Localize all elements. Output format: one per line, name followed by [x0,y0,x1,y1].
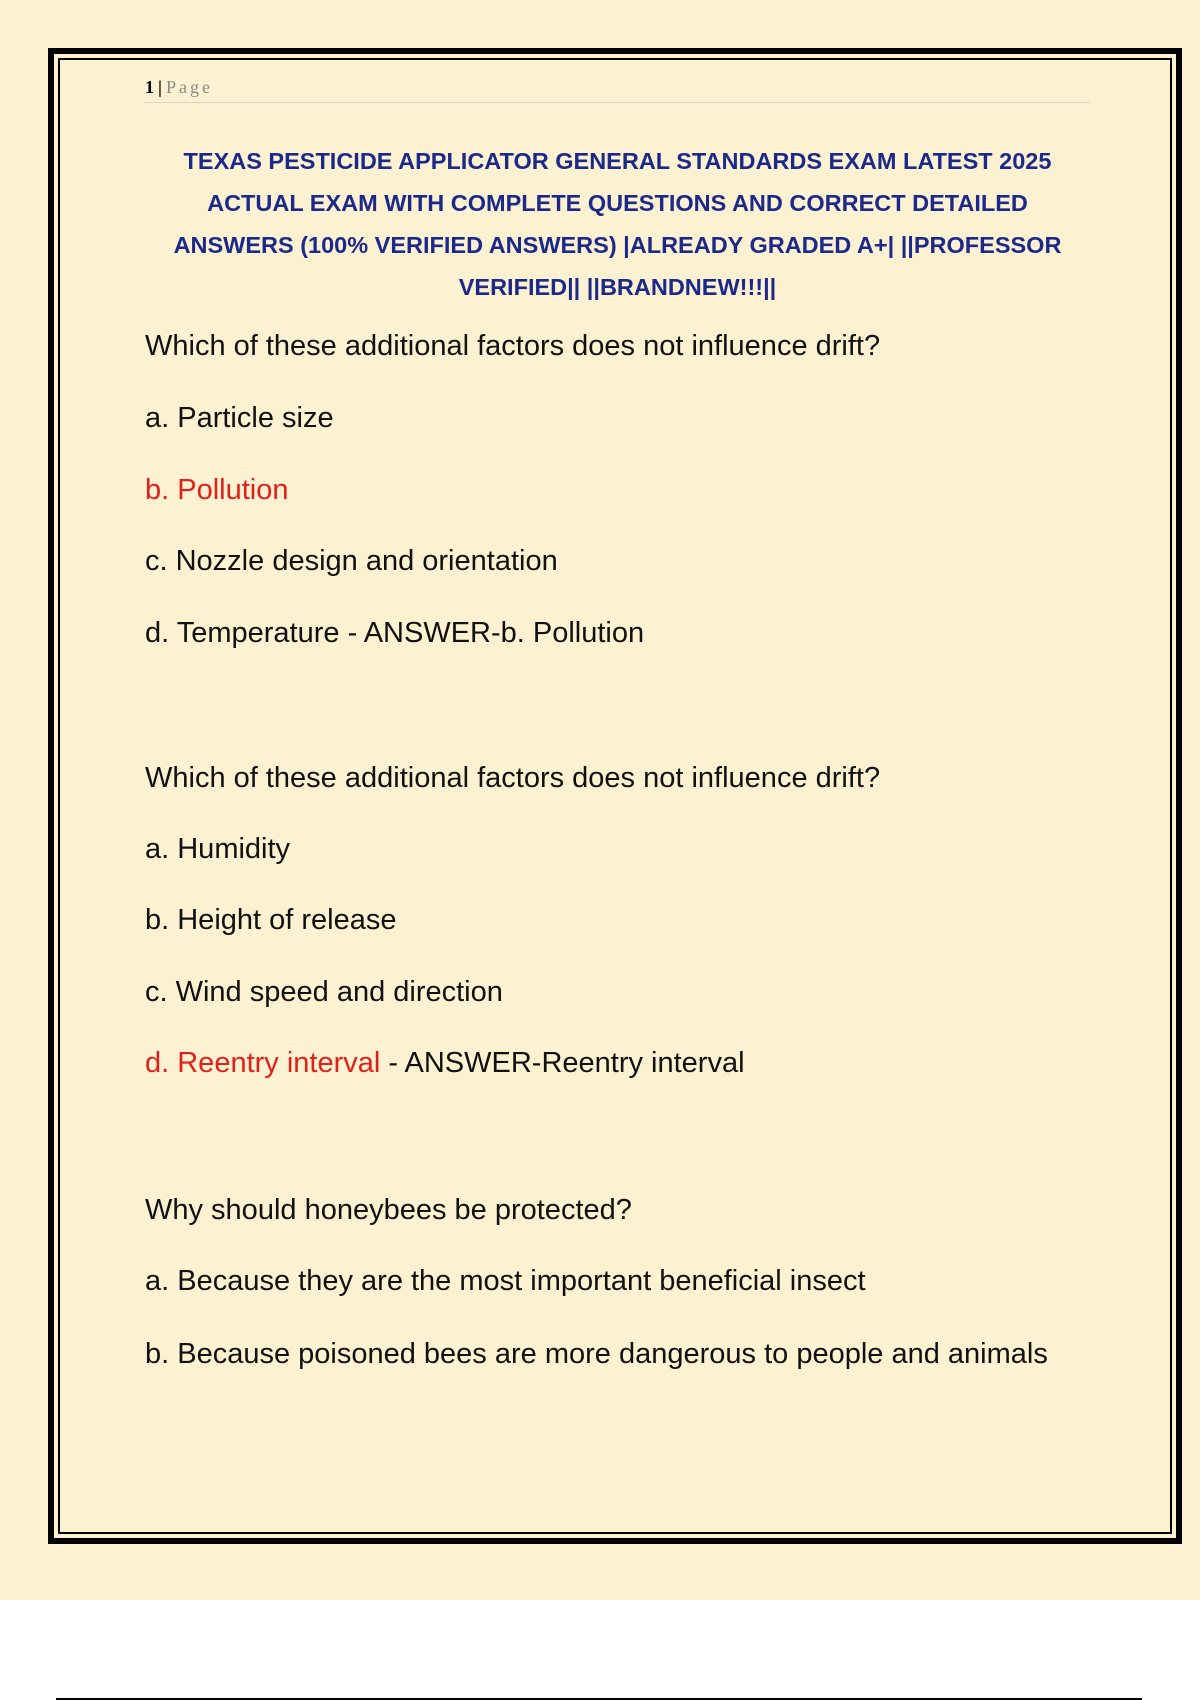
question-1-option-c: c. Nozzle design and orientation [145,545,558,577]
page-header [145,74,1090,103]
question-1-option-b: b. Pollution [145,474,289,506]
question-3-text: Why should honeybees be protected? [145,1194,632,1226]
question-1-option-d: d. Temperature - ANSWER-b. Pollution [145,617,645,649]
document-title: TEXAS PESTICIDE APPLICATOR GENERAL STANDARDS EXAM LATEST 2025 ACTUAL EXAM WITH COMPLETE QUESTIONS AND CORRECT DETAILED ANSWERS (100% VERIFIED ANSWERS) |ALREADY GRADED A+| ||PROFESSOR VERIFIED|| ||BRANDNEW!!!|| [173,148,1062,300]
question-1-text: Which of these additional factors does not influence drift? [145,330,881,362]
question-2-text: Which of these additional factors does not influence drift? [145,762,881,794]
page-number: 1 [145,77,154,97]
question-2-option-d [145,1045,745,1081]
question-1-option-a: a. Particle size [145,402,334,434]
page-label: Page [165,77,213,97]
question-3-option-a: a. Because they are the most important beneficial insect [145,1265,866,1297]
page-separator: | [158,77,162,97]
question-3-option-b: b. Because poisoned bees are more dangerous to people and animals [145,1338,1048,1370]
question-2-answer-highlight: d. Reentry interval [145,1047,381,1079]
question-2-option-b: b. Height of release [145,904,397,936]
question-2-option-a: a. Humidity [145,833,291,865]
question-2-option-c: c. Wind speed and direction [145,976,503,1008]
question-2-answer-text: - ANSWER-Reentry interval [380,1047,745,1079]
